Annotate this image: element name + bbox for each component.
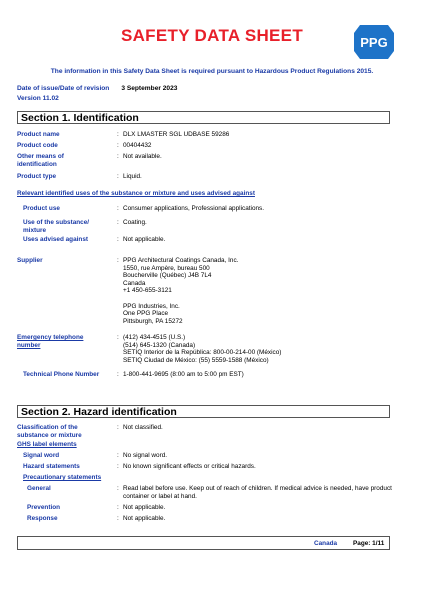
product-type-value: Liquid. bbox=[123, 173, 142, 180]
general-value: Read label before use. Keep out of reach of children. If medical advice is needed, have product container or label at hand. bbox=[123, 485, 392, 500]
classification-value: Not classified. bbox=[123, 424, 163, 431]
response-label: Response bbox=[27, 515, 58, 522]
precautionary-heading: Precautionary statements bbox=[23, 474, 102, 481]
emergency-numbers bbox=[123, 334, 401, 364]
emergency-line: (514) 645-1320 (Canada) bbox=[123, 341, 196, 349]
classification-label: Classification of the substance or mixture bbox=[17, 424, 82, 439]
version: Version 11.02 bbox=[17, 95, 59, 102]
prevention-label: Prevention bbox=[27, 504, 61, 511]
revision-label: Date of issue/Date of revision bbox=[17, 85, 110, 92]
supplier-line: +1 450-655-3121 bbox=[123, 287, 172, 295]
signal-word-value: No signal word. bbox=[123, 452, 168, 459]
emergency-line: SETIQ Interior de la República: 800-00-214-00 (México) bbox=[123, 349, 282, 357]
use-of-substance-label: Use of the substance/ mixture bbox=[23, 219, 90, 234]
product-use-value: Consumer applications, Professional applications. bbox=[123, 205, 265, 212]
revision-date bbox=[17, 85, 177, 92]
supplier-line: Canada bbox=[123, 279, 146, 287]
relevant-uses-heading: Relevant identified uses of the substance or mixture and uses advised against bbox=[17, 190, 255, 197]
technical-phone-label: Technical Phone Number bbox=[23, 371, 100, 378]
other-means-value: Not available. bbox=[123, 153, 162, 160]
ghs-label-heading: GHS label elements bbox=[17, 441, 77, 448]
product-name-label: Product name bbox=[17, 131, 60, 138]
hazard-statements-label: Hazard statements bbox=[23, 463, 80, 470]
document-title: SAFETY DATA SHEET bbox=[120, 26, 304, 45]
intro-statement: The information in this Safety Data Sheet is required pursuant to Hazardous Product Regulations 2015. bbox=[50, 68, 374, 75]
technical-phone-value: 1-800-441-9695 (8:00 am to 5:00 pm EST) bbox=[123, 371, 244, 378]
supplier-line: 1550, rue Ampère, bureau 500 bbox=[123, 264, 210, 272]
uses-advised-value: Not applicable. bbox=[123, 236, 166, 243]
product-type-label: Product type bbox=[17, 173, 57, 180]
product-name-value: DLX LMASTER SGL UDBASE 59286 bbox=[123, 131, 230, 138]
section-2-heading: Section 2. Hazard identification bbox=[17, 405, 390, 418]
revision-value: 3 September 2023 bbox=[121, 85, 178, 92]
supplier-line: PPG Industries, Inc. bbox=[123, 302, 180, 310]
ppg-logo bbox=[354, 25, 394, 59]
supplier-line: PPG Architectural Coatings Canada, Inc. bbox=[123, 257, 239, 264]
emergency-line: (412) 434-4515 (U.S.) bbox=[123, 334, 186, 341]
page-number: Page: 1/11 bbox=[353, 540, 385, 547]
product-code-value: 00404432 bbox=[123, 142, 152, 149]
emergency-label: Emergency telephone number bbox=[17, 334, 84, 349]
use-of-substance-value: Coating. bbox=[123, 219, 147, 226]
signal-word-label: Signal word bbox=[23, 452, 60, 459]
hazard-statements-value: No known significant effects or critical hazards. bbox=[123, 463, 256, 470]
prevention-value: Not applicable. bbox=[123, 504, 166, 511]
emergency-line: SETIQ Ciudad de México: (55) 5559-1588 (México) bbox=[123, 356, 269, 364]
product-use-label: Product use bbox=[23, 205, 60, 212]
supplier-line: Boucherville (Québec) J4B 7L4 bbox=[123, 272, 212, 280]
other-means-label: Other means of identification bbox=[17, 153, 64, 168]
general-label: General bbox=[27, 485, 51, 492]
response-value: Not applicable. bbox=[123, 515, 166, 522]
page-footer bbox=[17, 536, 390, 550]
uses-advised-label: Uses advised against bbox=[23, 236, 89, 243]
supplier-line: Pittsburgh, PA 15272 bbox=[123, 317, 183, 325]
section-1-heading: Section 1. Identification bbox=[17, 111, 390, 124]
supplier-line: One PPG Place bbox=[123, 310, 169, 318]
logo-text: PPG bbox=[360, 35, 388, 50]
supplier-address bbox=[123, 257, 401, 325]
footer-country: Canada bbox=[314, 540, 338, 547]
product-code-label: Product code bbox=[17, 142, 58, 149]
supplier-label: Supplier bbox=[17, 257, 43, 264]
